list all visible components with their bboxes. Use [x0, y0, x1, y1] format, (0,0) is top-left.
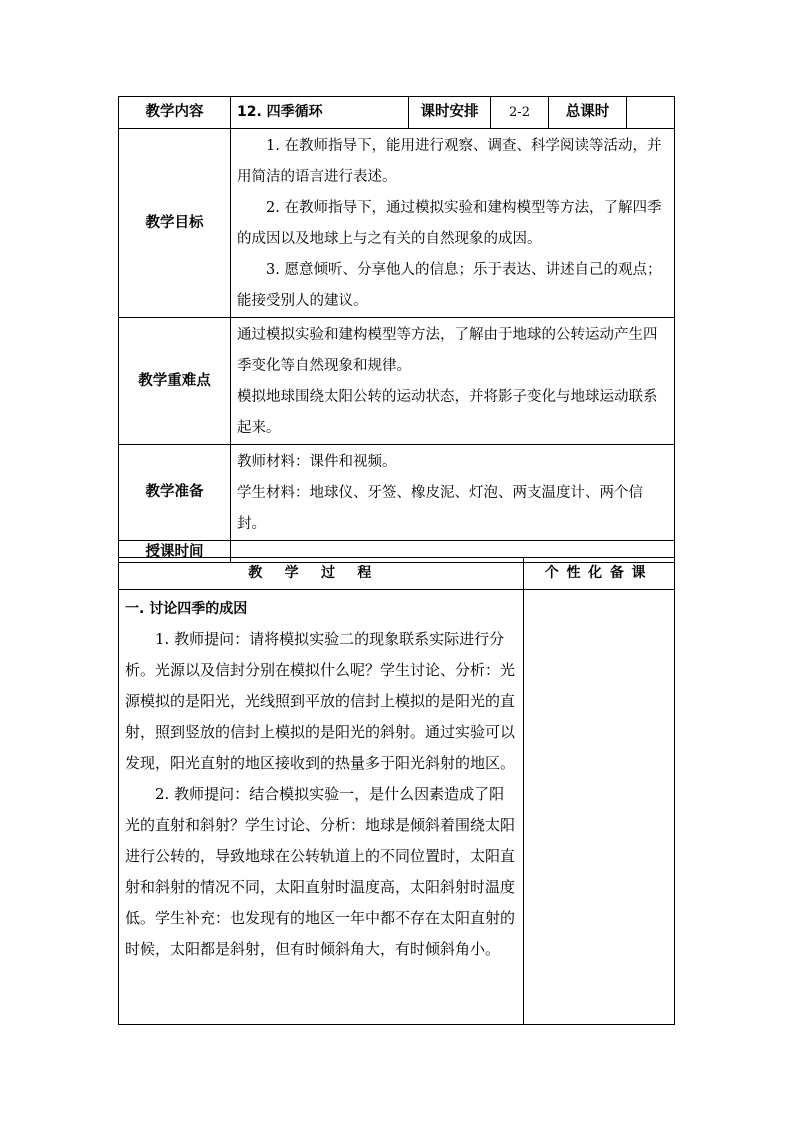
class-time-label: 授课时间 [119, 541, 231, 563]
objective-item: 1. 在教师指导下，能用进行观察、调查、科学阅读等活动，并用简洁的语言进行表述。 [237, 138, 662, 185]
schedule-value: 2-2 [491, 97, 549, 129]
preparation-content [231, 445, 675, 541]
schedule-label: 课时安排 [409, 97, 491, 129]
lesson-title: 12. 四季循环 [231, 97, 409, 129]
process-header: 教学过程 [119, 558, 524, 590]
preparation-row [119, 445, 675, 541]
objective-item: 2. 在教师指导下，通过模拟实验和建构模型等方法，了解四季的成因以及地球上与之有关的自然现象的成因。 [237, 200, 662, 247]
key-points-row [119, 318, 675, 445]
personalized-prep-header: 个性化备课 [524, 558, 675, 590]
total-hours-value [627, 97, 675, 129]
personalized-prep-cell [524, 590, 675, 1025]
process-header-row [119, 558, 675, 590]
key-point-item: 模拟地球围绕太阳公转的运动状态，并将影子变化与地球运动联系起来。 [237, 389, 658, 436]
process-content [119, 590, 524, 1025]
header-row [119, 97, 675, 129]
lesson-info-table [118, 96, 675, 563]
teaching-process-table [118, 557, 675, 1025]
process-body-row [119, 590, 675, 1025]
preparation-item: 教师材料：课件和视频。 [237, 454, 397, 470]
objectives-row [119, 129, 675, 318]
key-points-content [231, 318, 675, 445]
preparation-label: 教学准备 [119, 445, 231, 541]
content-label: 教学内容 [119, 97, 231, 129]
preparation-item: 学生材料：地球仪、牙签、橡皮泥、灯泡、两支温度计、两个信封。 [237, 485, 643, 532]
total-hours-label: 总课时 [549, 97, 627, 129]
process-paragraph: 1. 教师提问：请将模拟实验二的现象联系实际进行分析。光源以及信封分别在模拟什么呢？学生讨论、分析：光源模拟的是阳光，光线照到平放的信封上模拟的是阳光的直射，照到竖放的信封上模拟的是阳光的斜射。通过实验可以发现，阳光直射的地区接收到的热量多于阳光斜射的地区。 [125, 630, 516, 772]
process-paragraph: 2. 教师提问：结合模拟实验一，是什么因素造成了阳光的直射和斜射？学生讨论、分析：地球是倾斜着围绕太阳进行公转的，导致地球在公转轨道上的不同位置时，太阳直射和斜射的情况不同，太阳直射时温度高，太阳斜射时温度低。学生补充：也发现有的地区一年中都不存在太阳直射的时候，太阳都是斜射，但有时倾斜角大，有时倾斜角小。 [125, 785, 516, 958]
objective-item: 3. 愿意倾听、分享他人的信息；乐于表达、讲述自己的观点；能接受别人的建议。 [237, 262, 662, 309]
objectives-label: 教学目标 [119, 129, 231, 318]
objectives-content [231, 129, 675, 318]
section-title: 一. 讨论四季的成因 [125, 601, 248, 617]
key-points-label: 教学重难点 [119, 318, 231, 445]
key-point-item: 通过模拟实验和建构模型等方法，了解由于地球的公转运动产生四季变化等自然现象和规律。 [237, 327, 658, 374]
